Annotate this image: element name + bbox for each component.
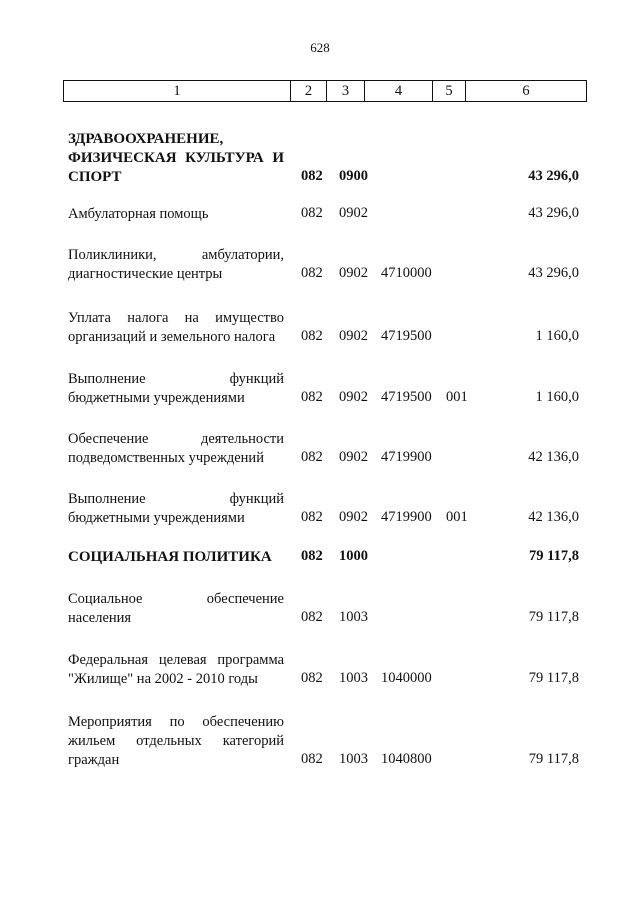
row-name: Мероприятия по обеспечению жильем отдельных категорий граждан (68, 714, 284, 768)
row-name: Федеральная целевая программа "Жилище" на 2002 - 2010 годы (68, 652, 284, 687)
row-code-section: 0902 (339, 265, 368, 281)
row-amount: 79 117,8 (528, 670, 579, 686)
row-amount: 79 117,8 (528, 751, 579, 767)
row-code-target: 1040000 (381, 670, 432, 686)
row-code-section: 1003 (339, 670, 368, 686)
column-header-row (64, 81, 587, 102)
row-code-ministry: 082 (301, 265, 323, 281)
row-code-section: 0902 (339, 389, 368, 405)
row-amount: 79 117,8 (529, 548, 579, 564)
row-name: Поликлиники, амбулатории, диагностические центры (68, 247, 284, 282)
column-header-2: 2 (291, 81, 327, 102)
row-code-section: 1000 (339, 548, 368, 564)
row-amount: 1 160,0 (535, 328, 579, 344)
row-name: Уплата налога на имущество организаций и земельного налога (68, 310, 284, 345)
column-header-table (63, 80, 587, 102)
column-header-6: 6 (466, 81, 587, 102)
row-code-section: 0900 (339, 168, 368, 184)
row-code-target: 1040800 (381, 751, 432, 767)
row-code-ministry: 082 (301, 328, 323, 344)
row-amount: 43 296,0 (528, 168, 579, 184)
row-code-expense: 001 (446, 389, 468, 405)
column-header-3: 3 (327, 81, 365, 102)
row-amount: 42 136,0 (528, 449, 579, 465)
column-header-1: 1 (64, 81, 291, 102)
row-code-ministry: 082 (301, 670, 323, 686)
page-number: 628 (310, 40, 330, 55)
column-header-4: 4 (365, 81, 433, 102)
row-code-ministry: 082 (301, 751, 323, 767)
row-amount: 1 160,0 (535, 389, 579, 405)
row-name: Обеспечение деятельности подведомственных учреждений (68, 431, 284, 466)
column-header-5: 5 (433, 81, 466, 102)
row-code-ministry: 082 (301, 509, 323, 525)
row-amount: 43 296,0 (528, 265, 579, 281)
row-name: Выполнение функций бюджетными учреждениями (68, 371, 284, 406)
row-amount: 43 296,0 (528, 205, 579, 221)
row-code-section: 0902 (339, 205, 368, 221)
row-name: Выполнение функций бюджетными учреждениями (68, 491, 284, 526)
row-code-ministry: 082 (301, 548, 323, 564)
row-code-expense: 001 (446, 509, 468, 525)
row-amount: 79 117,8 (528, 609, 579, 625)
row-code-ministry: 082 (301, 609, 323, 625)
row-amount: 42 136,0 (528, 509, 579, 525)
row-code-section: 1003 (339, 609, 368, 625)
row-code-ministry: 082 (301, 389, 323, 405)
row-code-target: 4719900 (381, 449, 432, 465)
row-name: Амбулаторная помощь (68, 206, 209, 222)
row-code-target: 4710000 (381, 265, 432, 281)
row-code-section: 1003 (339, 751, 368, 767)
row-code-target: 4719900 (381, 509, 432, 525)
row-code-ministry: 082 (301, 168, 323, 184)
row-name: СОЦИАЛЬНАЯ ПОЛИТИКА (68, 549, 272, 565)
row-code-target: 4719500 (381, 389, 432, 405)
row-code-section: 0902 (339, 328, 368, 344)
row-name: Социальное обеспечение населения (68, 591, 284, 626)
row-code-section: 0902 (339, 509, 368, 525)
row-code-ministry: 082 (301, 205, 323, 221)
row-code-ministry: 082 (301, 449, 323, 465)
row-code-section: 0902 (339, 449, 368, 465)
row-code-target: 4719500 (381, 328, 432, 344)
row-name: ЗДРАВООХРАНЕНИЕ, ФИЗИЧЕСКАЯ КУЛЬТУРА И СПОРТ (68, 131, 284, 185)
